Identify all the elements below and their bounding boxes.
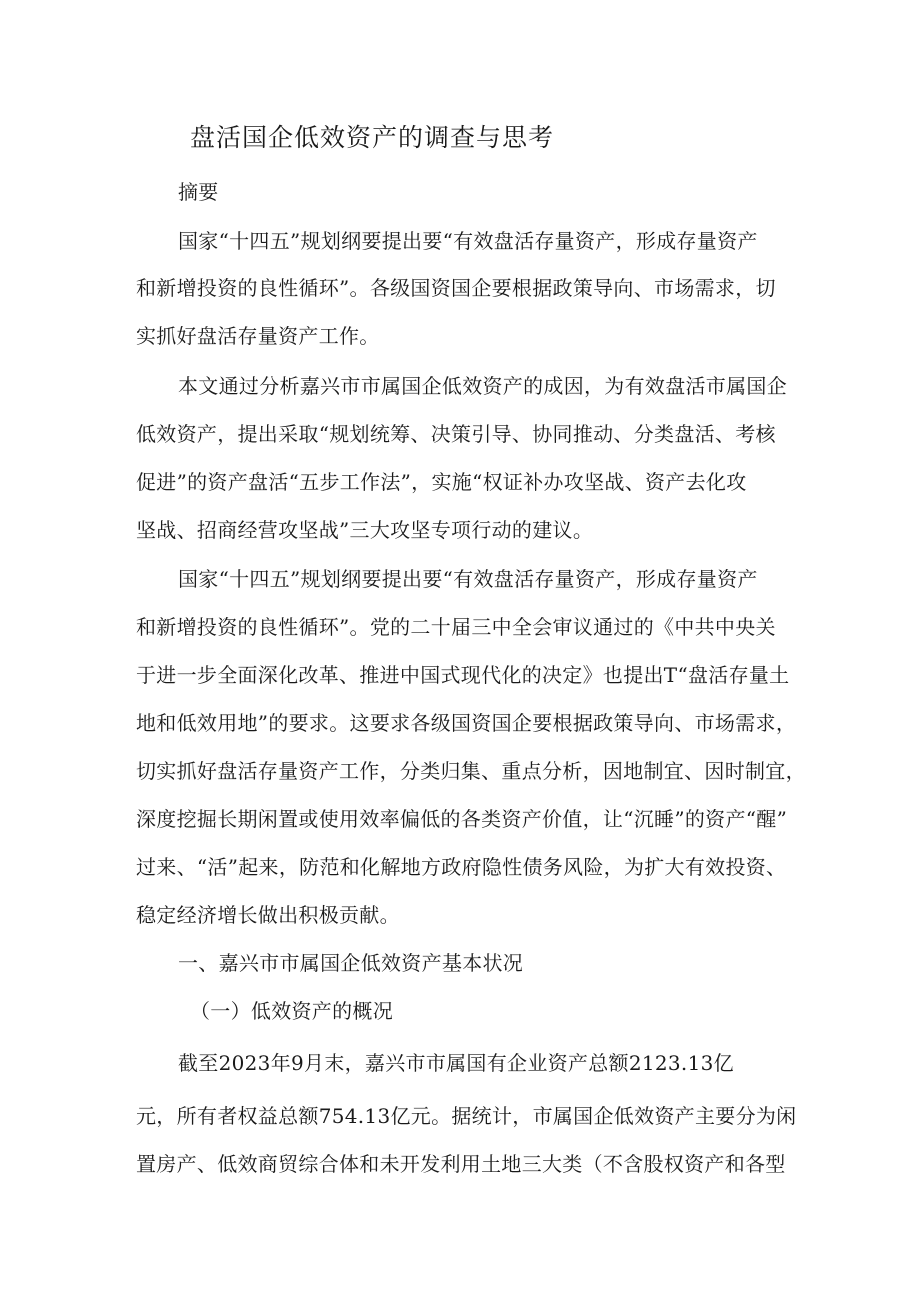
paragraph-line: 和新增投资的良性循环”。各级国资国企要根据政策导向、市场需求，切 <box>136 276 776 300</box>
paragraph-line: 切实抓好盘活存量资产工作，分类归集、重点分析，因地制宜、因时制宜， <box>136 759 806 783</box>
paragraph-line: 深度挖掘长期闲置或使用效率偏低的各类资产价值，让“沉睡”的资产“醒” <box>136 807 788 831</box>
paragraph-line: 和新增投资的良性循环”。党的二十届三中全会审议通过的《中共中央关 <box>136 615 776 639</box>
paragraph-line: 国家“十四五”规划纲要提出要“有效盘活存量资产，形成存量资产 <box>178 229 758 253</box>
paragraph-line: 过来、“活”起来，防范和化解地方政府隐性债务风险，为扩大有效投资、 <box>136 855 787 879</box>
paragraph-line: 实抓好盘活存量资产工作。 <box>136 324 380 348</box>
paragraph-line: 于进一步全面深化改革、推进中国式现代化的决定》也提出T“盘活存量土 <box>136 663 790 687</box>
paragraph-line: 截至2023年9月末，嘉兴市市属国有企业资产总额2123.13亿 <box>178 1051 734 1075</box>
paragraph-line: 促进”的资产盘活“五步工作法”，实施“权证补办攻坚战、资产去化攻 <box>136 470 747 494</box>
paragraph-line: 稳定经济增长做出积极贡献。 <box>136 903 400 927</box>
paragraph-line: 国家“十四五”规划纲要提出要“有效盘活存量资产，形成存量资产 <box>178 567 758 591</box>
abstract-heading: 摘要 <box>178 180 219 204</box>
document-title: 盘活国企低效资产的调查与思考 <box>190 123 555 152</box>
paragraph-line: 本文通过分析嘉兴市市属国企低效资产的成因，为有效盘活市属国企 <box>178 374 787 398</box>
paragraph-line: 低效资产，提出采取“规划统筹、决策引导、协同推动、分类盘活、考核 <box>136 422 776 446</box>
paragraph-line: 坚战、招商经营攻坚战”三大攻坚专项行动的建议。 <box>136 518 594 542</box>
paragraph-line: 元，所有者权益总额754.13亿元。据统计，市属国企低效资产主要分为闲 <box>136 1104 797 1128</box>
section-heading: 一、嘉兴市市属国企低效资产基本状况 <box>178 951 524 975</box>
subsection-heading: （一）低效资产的概况 <box>190 999 393 1023</box>
paragraph-line: 地和低效用地”的要求。这要求各级国资国企要根据政策导向、市场需求， <box>136 711 797 735</box>
paragraph-line: 置房产、低效商贸综合体和未开发利用土地三大类（不含股权资产和各型 <box>136 1152 786 1176</box>
